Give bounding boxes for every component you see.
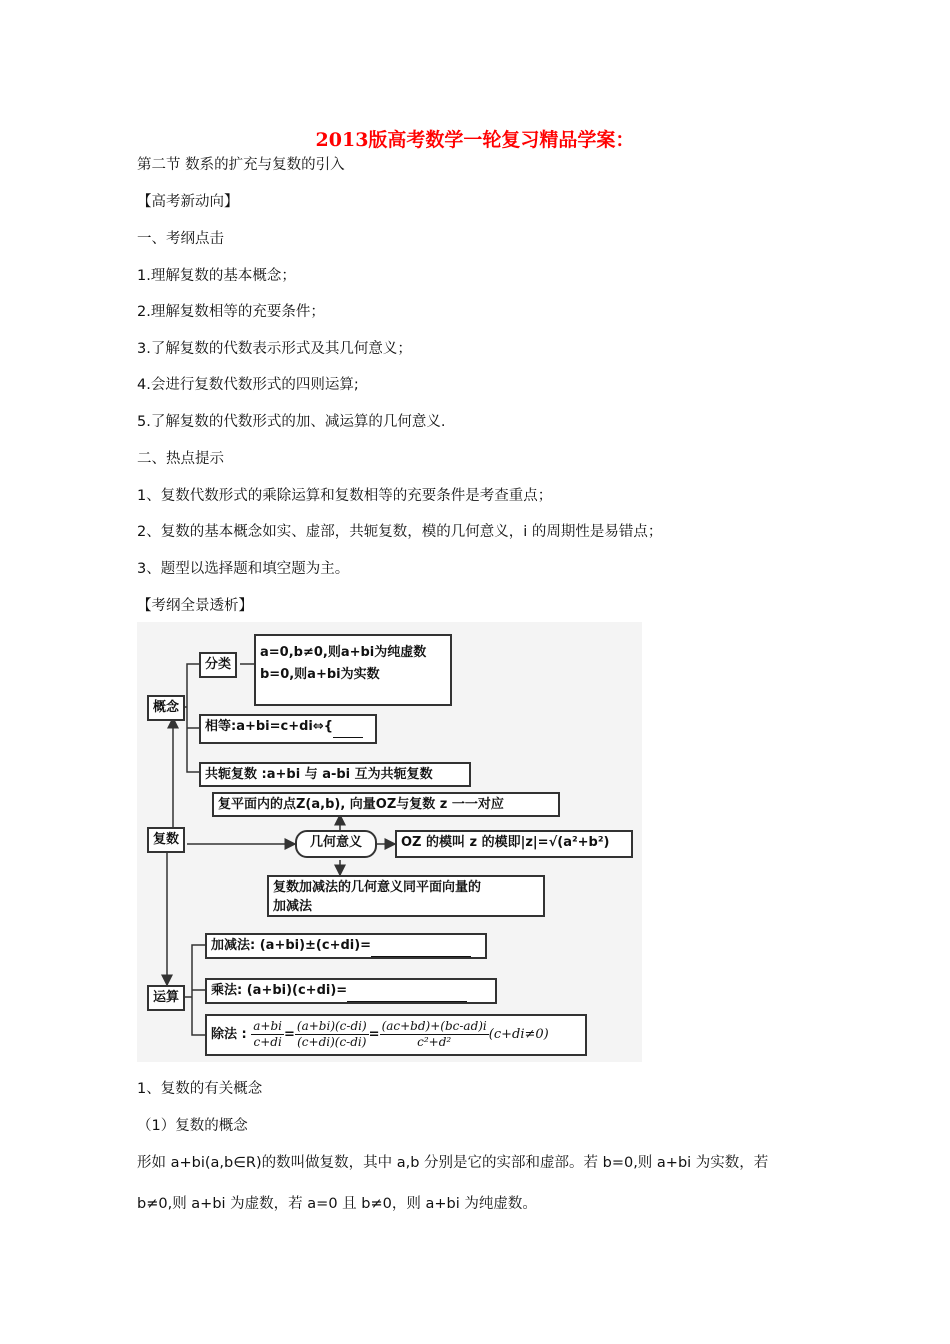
node-conjugate: 共轭复数 :a+bi 与 a-bi 互为共轭复数 xyxy=(199,762,471,787)
syllabus-point: 2.理解复数相等的充要条件； xyxy=(137,304,325,320)
node-complex-number: 复数 xyxy=(147,827,185,853)
heading-new-trends: 【高考新动向】 xyxy=(137,194,239,210)
page-title: 2013版高考数学一轮复习精品学案： xyxy=(315,129,635,151)
syllabus-point: 3.了解复数的代数表示形式及其几何意义； xyxy=(137,341,412,357)
node-add-sub-geometry xyxy=(267,875,545,917)
division-fraction-3: $\frac{(ac+bd)+(bc-ad)i}{\text{c²+d²}}$ xyxy=(381,1019,487,1049)
concept-map-diagram xyxy=(137,622,642,1062)
paragraph-line: 形如 a+bi(a,b∈R)的数叫做复数，其中 a,b 分别是它的实部和虚部。若 b=0,则 a+bi 为实数，若 xyxy=(137,1155,769,1171)
add-sub-geometry-line1: 复数加减法的几何意义同平面向量的 xyxy=(273,880,482,895)
node-division: 除法 : $\frac{a+bi}{c+di}$ = $\frac{(a+bi)(c-di)}{(c+di)(c-di)}$ = $\frac{(ac+bd)+(bc-ad)i}{\text{c²+d²}}$ (c+di≠0) xyxy=(205,1014,587,1056)
section-title: 第二节 数系的扩充与复数的引入 xyxy=(137,157,345,173)
node-multiplication: 乘法: (a+bi)(c+di)= xyxy=(205,978,497,1004)
syllabus-point: 5.了解复数的代数形式的加、减运算的几何意义. xyxy=(137,414,446,430)
division-fraction-2: $\frac{(a+bi)(c-di)}{(c+di)(c-di)}$ xyxy=(296,1019,367,1049)
classification-real: b=0,则a+bi为实数 xyxy=(260,667,380,682)
add-sub-geometry-line2: 加减法 xyxy=(273,899,313,914)
node-geometric-meaning: 几何意义 xyxy=(295,830,377,858)
section-1-heading: 1、复数的有关概念 xyxy=(137,1081,263,1097)
node-modulus: OZ 的模叫 z 的模即|z|=√(a²+b²) xyxy=(395,830,633,858)
hot-point: 1、复数代数形式的乘除运算和复数相等的充要条件是考查重点； xyxy=(137,488,553,504)
paragraph-line: b≠0,则 a+bi 为虚数，若 a=0 且 b≠0，则 a+bi 为纯虚数。 xyxy=(137,1196,537,1212)
node-addition-subtraction: 加减法: (a+bi)±(c+di)= xyxy=(205,933,487,959)
division-fraction-1: $\frac{a+bi}{c+di}$ xyxy=(253,1019,282,1049)
node-classification: 分类 xyxy=(199,652,237,678)
heading-overview: 【考纲全景透析】 xyxy=(137,598,253,614)
node-concept: 概念 xyxy=(147,695,185,721)
syllabus-point: 4.会进行复数代数形式的四则运算; xyxy=(137,377,359,393)
part2-heading: 二、热点提示 xyxy=(137,451,224,467)
classification-pure-imaginary: a=0,b≠0,则a+bi为纯虚数 xyxy=(260,645,427,660)
syllabus-point: 1.理解复数的基本概念； xyxy=(137,268,296,284)
node-operations: 运算 xyxy=(147,985,185,1011)
hot-point: 2、复数的基本概念如实、虚部，共轭复数，模的几何意义，i 的周期性是易错点； xyxy=(137,524,663,540)
part1-heading: 一、考纲点击 xyxy=(137,231,224,247)
node-point-vector: 复平面内的点Z(a,b), 向量OZ与复数 z 一一对应 xyxy=(212,792,560,817)
node-classification-detail xyxy=(254,634,452,706)
hot-point: 3、题型以选择题和填空题为主。 xyxy=(137,561,350,577)
subsection-1-heading: （1）复数的概念 xyxy=(137,1118,248,1134)
node-equality: 相等:a+bi=c+di⇔{ xyxy=(199,714,377,744)
